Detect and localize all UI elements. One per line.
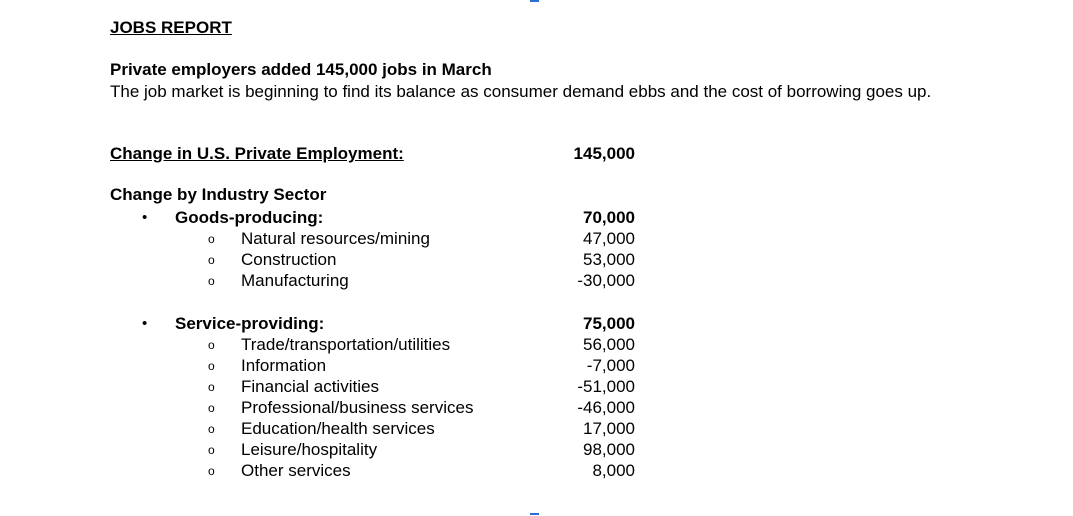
report-title: JOBS REPORT [110, 18, 232, 37]
sector-value: 70,000 [583, 208, 635, 227]
subsector-value: -46,000 [577, 398, 635, 417]
sector-row-services [0, 313, 1073, 334]
sector-row-goods [0, 207, 1073, 228]
subsector-row [0, 439, 1073, 460]
bullet-icon: • [142, 209, 148, 226]
subsector-value: -7,000 [586, 356, 635, 375]
sub-bullet-icon: o [208, 253, 215, 267]
subsector-row [0, 355, 1073, 376]
subsector-row [0, 418, 1073, 439]
total-employment-label: Change in U.S. Private Employment: [110, 144, 404, 163]
bullet-icon: • [142, 315, 148, 332]
subsector-label: Construction [241, 250, 337, 269]
subsector-value: 98,000 [583, 440, 635, 459]
subsector-label: Education/health services [241, 419, 435, 438]
subsector-label: Natural resources/mining [241, 229, 430, 248]
sub-bullet-icon: o [208, 380, 215, 394]
sub-bullet-icon: o [208, 274, 215, 288]
subsector-row [0, 270, 1073, 291]
sub-bullet-icon: o [208, 422, 215, 436]
sector-section-title: Change by Industry Sector [110, 185, 327, 204]
subsector-label: Other services [241, 461, 351, 480]
subsector-row [0, 397, 1073, 418]
cursor-marker-bottom [530, 513, 539, 515]
sub-bullet-icon: o [208, 338, 215, 352]
total-employment-value: 145,000 [573, 144, 635, 163]
sector-value: 75,000 [583, 314, 635, 333]
subsector-label: Professional/business services [241, 398, 474, 417]
summary-text: The job market is beginning to find its balance as consumer demand ebbs and the cost of borrowing goes up. [110, 82, 932, 101]
subsector-value: 47,000 [583, 229, 635, 248]
subsector-value: -30,000 [577, 271, 635, 290]
sub-bullet-icon: o [208, 401, 215, 415]
subsector-value: 56,000 [583, 335, 635, 354]
subsector-row [0, 460, 1073, 481]
subsector-label: Information [241, 356, 327, 375]
subsector-value: 8,000 [592, 461, 635, 480]
subsector-row [0, 376, 1073, 397]
subsector-label: Leisure/hospitality [241, 440, 378, 459]
headline: Private employers added 145,000 jobs in March [110, 60, 492, 79]
sub-bullet-icon: o [208, 359, 215, 373]
sub-bullet-icon: o [208, 464, 215, 478]
subsector-label: Financial activities [241, 377, 379, 396]
subsector-row [0, 228, 1073, 249]
subsector-value: 17,000 [583, 419, 635, 438]
sector-label: Service-providing: [175, 314, 325, 333]
subsector-label: Manufacturing [241, 271, 349, 290]
subsector-value: -51,000 [577, 377, 635, 396]
subsector-row [0, 334, 1073, 355]
subsector-label: Trade/transportation/utilities [241, 335, 451, 354]
sub-bullet-icon: o [208, 232, 215, 246]
sector-label: Goods-producing: [175, 208, 324, 227]
sub-bullet-icon: o [208, 443, 215, 457]
cursor-marker-top [530, 0, 539, 2]
subsector-value: 53,000 [583, 250, 635, 269]
subsector-row [0, 249, 1073, 270]
